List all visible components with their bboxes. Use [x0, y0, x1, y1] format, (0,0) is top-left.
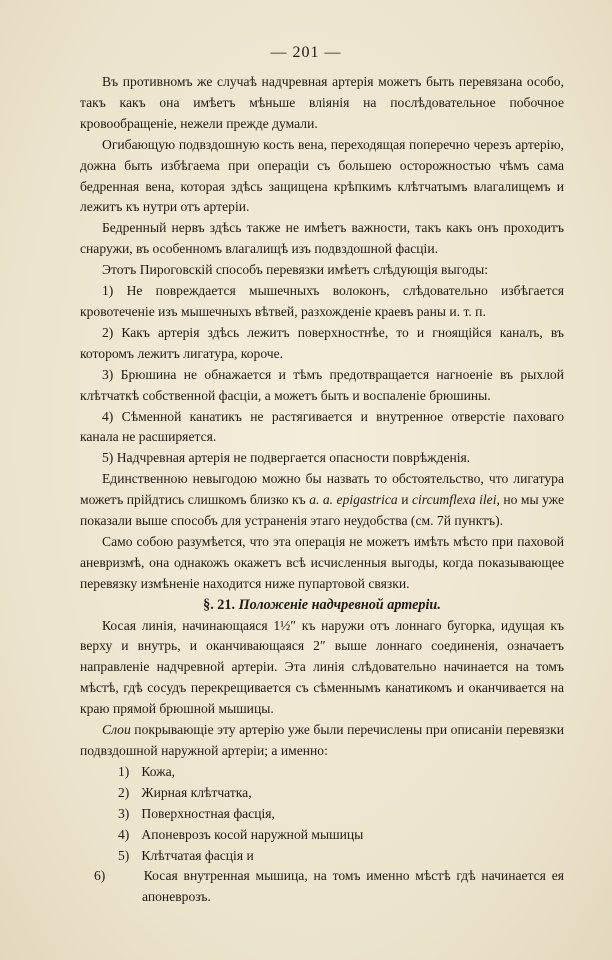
advantage-item: 3) Брюшина не обнажается и тѣмъ предотвращается нагноеніе въ рыхлой клѣтчаткѣ собственной фасціи, а можетъ быть и воспаленіе брюшины. — [80, 366, 564, 403]
paragraph-vein: Огибающую подвздошную кость вена, переходящая поперечно черезъ артерію, дожна быть избѣгаема при операціи съ большею осторожностью чѣмъ сама бедренная вена, которая здѣсь защищена крѣпкимъ клѣтчатымъ влагалищемъ и лежитъ къ нутри отъ артеріи. — [80, 136, 564, 215]
advantage-item: 4) Сѣменной канатикъ не растягивается и внутренное отверстіе паховаго канала не расширяется. — [80, 408, 564, 445]
list-item-number: 6) — [94, 868, 106, 884]
section-title: Положеніе надчревной артеріи. — [238, 596, 441, 613]
list-item — [80, 825, 564, 846]
list-item-number: 1) — [118, 763, 130, 779]
advantage-item: 2) Какъ артерія здѣсь лежитъ поверхностнѣе, то и гноящійся каналъ, въ которомъ лежитъ лигатура, короче. — [80, 324, 564, 361]
section-number: §. 21. — [203, 596, 236, 613]
list-item-text: Косая внутренная мышица, на томъ именно мѣстѣ гдѣ начинается ея апоневрозъ. — [142, 868, 564, 905]
section-heading — [80, 595, 564, 616]
list-item-text: Кожа, — [141, 763, 176, 779]
paragraph-ligation-alt: Въ противномъ же случаѣ надчревная артерія можетъ быть перевязана особо, такъ какъ она имѣетъ мѣньше вліянія на послѣдовательное побочное кровообращеніе, нежели прежде думали. — [80, 74, 564, 131]
layers-intro-text: покрывающіе эту артерію уже были перечислены при описаніи перевязки подвздошной наружной артеріи; а именно: — [80, 722, 564, 758]
paragraph-advantages-intro: Этотъ Пироговскій способъ перевязки имѣетъ слѣдующія выгоды: — [102, 262, 489, 278]
paragraph-closing: Само собою разумѣется, что эта операція не можетъ имѣть мѣсто при паховой аневризмѣ, она однакожъ окажетъ всѣ исчисленныя выгоды, когда показывающее перевязку измѣненіе находится ниже пупартовой связки. — [80, 533, 564, 591]
paragraph-oblique-line: Косая линія, начинающаяся 1½″ къ наружи отъ лоннаго бугорка, идущая къ верху и внутрь, и оканчивающаяся 2″ выше лоннаго соединенія, означаетъ направленіе надчревной артеріи. Эта линія слѣдовательно начинается на томъ мѣстѣ, гдѣ сосудъ перекрещивается съ сѣменнымъ канатикомъ и оканчивается на краю прямой брюшной мышицы. — [80, 617, 564, 717]
advantage-item: 5) Надчревная артерія не подвергается опасности поврѣжденія. — [102, 450, 471, 466]
objection-text-before: Единственною невыгодою можно бы назвать то обстоятельство, что лигатура можетъ прійдтись слишкомъ близко къ — [80, 471, 564, 508]
latin-term-circumflexa: circumflexa ilei — [411, 492, 497, 508]
list-item-text: Жирная клѣтчатка, — [141, 784, 252, 800]
advantage-item: 1) Не повреждается мышечныхъ волоконъ, слѣдовательно избѣгается кровотеченіе изъ мышечныхъ вѣтвей, разхожденіе краевъ раны и. т. п. — [80, 283, 564, 319]
objection-text-after: , но мы уже показали выше способъ для устраненія этаго неудобства (см. 7й пунктъ). — [80, 492, 565, 529]
page-body — [80, 72, 564, 908]
list-item-number: 3) — [118, 805, 130, 821]
objection-text-mid: и — [397, 492, 412, 508]
list-item — [80, 846, 564, 867]
layers-list — [80, 762, 564, 908]
page-number: — 201 — — [270, 44, 342, 61]
list-item — [80, 804, 564, 825]
paragraph-objection — [80, 469, 564, 532]
list-item-text: Апоневрозъ косой наружной мышицы — [141, 826, 364, 842]
list-item — [80, 783, 564, 804]
list-item-text: Поверхностная фасція, — [141, 805, 275, 821]
latin-term-epigastrica: a. a. epigastrica — [309, 492, 398, 508]
list-item — [80, 762, 564, 783]
list-item-text: Клѣтчатая фасція и — [141, 847, 254, 863]
paragraph-layers-intro — [80, 720, 564, 762]
layers-lead-word: Слои — [102, 722, 131, 738]
list-item-number: 2) — [118, 784, 130, 800]
paragraph-nerve: Бедренный нервъ здѣсь также не имѣетъ важности, такъ какъ онъ проходитъ снаружи, въ особенномъ влагалищѣ изъ подвздошной фасціи. — [80, 220, 564, 257]
list-item-number: 4) — [118, 826, 130, 842]
list-item — [80, 866, 564, 908]
list-item-number: 5) — [118, 847, 130, 863]
